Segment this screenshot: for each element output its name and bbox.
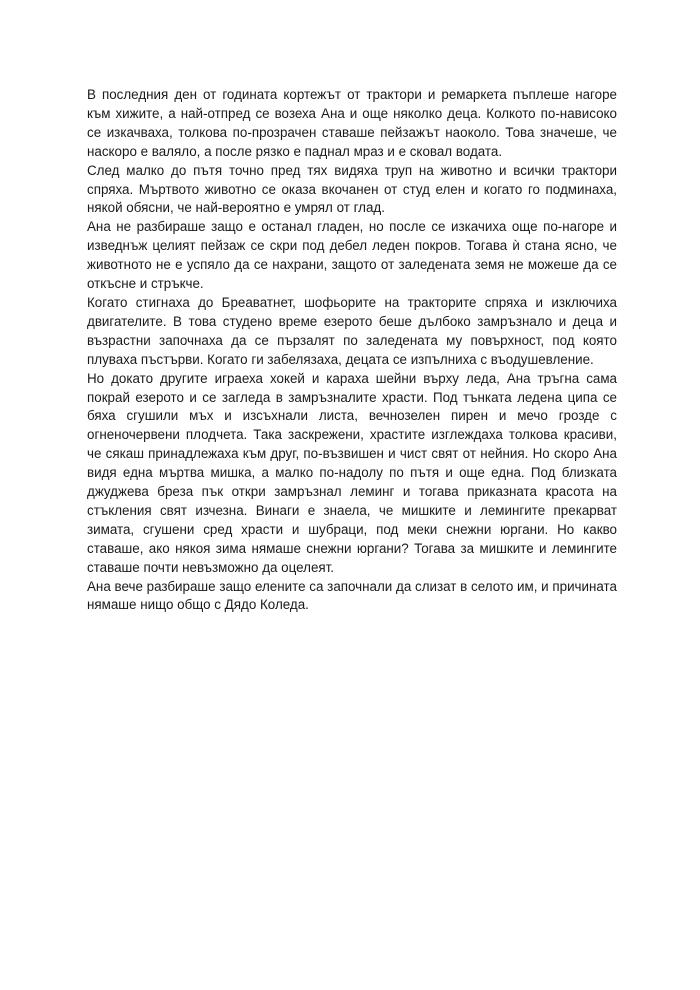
paragraph: В последния ден от годината кортежът от трактори и ремаркета пъплеше нагоре към хижите, а най-отпред се возеха Ана и още няколко деца. Колкото по-нависоко се изкачваха, толкова по-прозрачен ставаше пейзажът наоколо. Това значеше, че наскоро е валяло, а после рязко е паднал мраз и е сковал водата. [87,87,617,159]
paragraph: Ана не разбираше защо е останал гладен, но после се изкачиха още по-нагоре и изведнъж целият пейзаж се скри под дебел леден покров. Тогава ѝ стана ясно, че животното не е успяло да се нахрани, защото от заледената земя не можеше да се откъсне и стръкче. [87,219,617,292]
paragraph: Но докато другите играеха хокей и караха шейни върху леда, Ана тръгна сама покрай езерото и се загледа в замръзналите храсти. Под тънката ледена ципа се бяха сгушили мъх и изсъхнали листа, вечнозелен пирен и мечо грозде с огненочервени плодчета. Така заскрежени, храстите изглеждаха толкова красиви, че сякаш принадлежаха към друг, по-възвишен и чист свят от нейния. Но скоро Ана видя една мъртва мишка, а малко по-надолу по пътя и още една. Под близката джуджева бреза пък откри замръзнал леминг и тогава приказната красота на стъкления свят изчезна. Винаги е знаела, че мишките и лемингите прекарват зимата, сгушени сред храсти и шубраци, под меки снежни юргани. Но какво ставаше, ако някоя зима нямаше снежни юргани? Тогава за мишките и лемингите ставаше почти невъзможно да оцелеят. [87,370,617,575]
paragraph: Ана вече разбираше защо елените са започнали да слизат в селото им, и причината нямаше нищо общо с Дядо Коледа. [87,578,617,613]
story-text [87,86,617,615]
paragraph: След малко до пътя точно пред тях видяха труп на животно и всички трактори спряха. Мъртвото животно се оказа вкочанен от студ елен и когато го подминаха, някой обясни, че най-вероятно е умрял от глад. [87,162,617,216]
paragraph: Когато стигнаха до Бреаватнет, шофьорите на тракторите спряха и изключиха двигателите. В това студено време езерото беше дълбоко замръзнало и деца и възрастни започнаха да се пързалят по заледената му повърхност, под която плуваха пъстърви. Когато ги забелязаха, децата се изпълниха с въодушевление. [87,294,617,367]
